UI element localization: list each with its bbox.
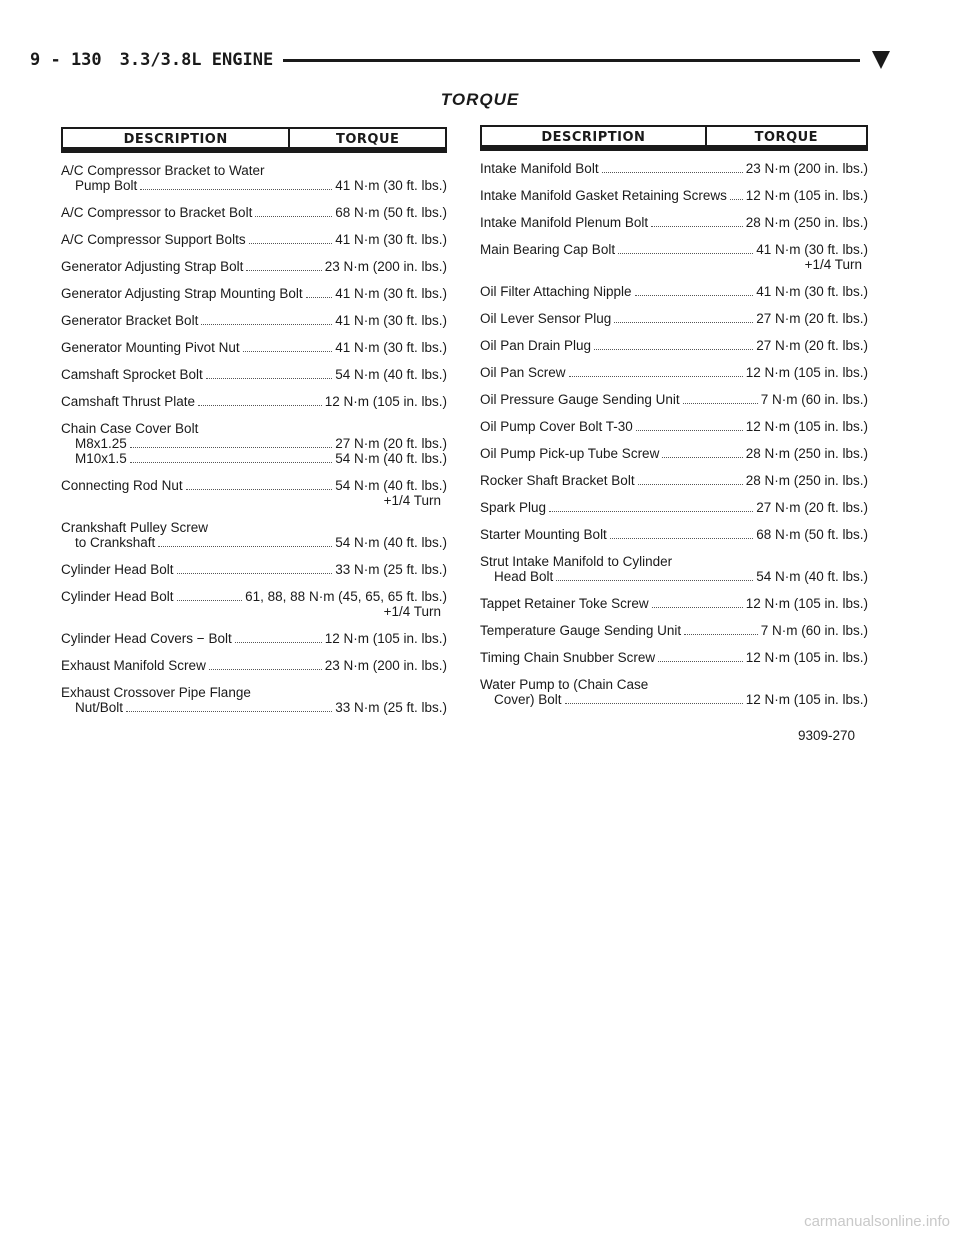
table-row bbox=[480, 554, 868, 584]
dot-leader bbox=[126, 711, 332, 712]
row-line bbox=[480, 311, 868, 326]
torque-extra: +1/4 Turn bbox=[383, 604, 441, 619]
torque-value: 27 N·m (20 ft. lbs.) bbox=[756, 500, 868, 515]
row-line bbox=[61, 685, 447, 700]
row-line bbox=[480, 527, 868, 542]
table-row bbox=[480, 311, 868, 326]
dot-leader bbox=[201, 324, 332, 325]
table-row bbox=[61, 205, 447, 220]
row-line bbox=[61, 163, 447, 178]
dot-leader bbox=[130, 462, 332, 463]
dot-leader bbox=[158, 546, 332, 547]
torque-value: 54 N·m (40 ft. lbs.) bbox=[335, 478, 447, 493]
torque-value: 68 N·m (50 ft. lbs.) bbox=[756, 527, 868, 542]
table-row bbox=[480, 527, 868, 542]
part-description: Intake Manifold Bolt bbox=[480, 161, 599, 176]
part-description: Timing Chain Snubber Screw bbox=[480, 650, 656, 665]
part-description: Pump Bolt bbox=[75, 178, 138, 193]
torque-value: 41 N·m (30 ft. lbs.) bbox=[335, 232, 447, 247]
page-number: 9 - 130 bbox=[30, 50, 102, 70]
row-line bbox=[61, 178, 447, 193]
torque-value: 54 N·m (40 ft. lbs.) bbox=[756, 569, 868, 584]
row-line bbox=[61, 451, 447, 466]
dot-leader bbox=[614, 322, 753, 323]
dot-leader bbox=[249, 243, 333, 244]
dot-leader bbox=[638, 484, 743, 485]
part-description: Oil Pressure Gauge Sending Unit bbox=[480, 392, 680, 407]
row-line bbox=[480, 188, 868, 203]
torque-value: 7 N·m (60 in. lbs.) bbox=[760, 392, 868, 407]
dot-leader bbox=[618, 253, 753, 254]
torque-value: 41 N·m (30 ft. lbs.) bbox=[756, 284, 868, 299]
row-line bbox=[61, 340, 447, 355]
dot-leader bbox=[635, 295, 754, 296]
row-line bbox=[61, 259, 447, 274]
torque-header: TORQUE bbox=[754, 129, 819, 145]
row-line bbox=[61, 313, 447, 328]
part-description: M10x1.5 bbox=[75, 451, 127, 466]
table-row bbox=[480, 596, 868, 611]
row-line bbox=[480, 446, 868, 461]
table-row bbox=[61, 163, 447, 193]
torque-value: 41 N·m (30 ft. lbs.) bbox=[335, 178, 447, 193]
table-row bbox=[480, 446, 868, 461]
table-row bbox=[61, 658, 447, 673]
table-row bbox=[480, 242, 868, 272]
part-description: Oil Filter Attaching Nipple bbox=[480, 284, 632, 299]
row-line bbox=[480, 161, 868, 176]
table-body bbox=[61, 163, 447, 715]
part-description: Oil Pan Screw bbox=[480, 365, 566, 380]
torque-value: 28 N·m (250 in. lbs.) bbox=[745, 446, 868, 461]
dot-leader bbox=[549, 511, 753, 512]
torque-value: 41 N·m (30 ft. lbs.) bbox=[756, 242, 868, 257]
table-header bbox=[480, 125, 868, 151]
part-description: Intake Manifold Gasket Retaining Screws bbox=[480, 188, 727, 203]
part-description: Oil Lever Sensor Plug bbox=[480, 311, 612, 326]
torque-value: 54 N·m (40 ft. lbs.) bbox=[335, 367, 447, 382]
torque-value: 12 N·m (105 in. lbs.) bbox=[745, 692, 868, 707]
table-row bbox=[480, 473, 868, 488]
part-description: Cylinder Head Bolt bbox=[61, 562, 174, 577]
torque-value: 27 N·m (20 ft. lbs.) bbox=[335, 436, 447, 451]
dot-leader bbox=[684, 634, 758, 635]
row-line bbox=[480, 569, 868, 584]
dot-leader bbox=[243, 351, 333, 352]
dot-leader bbox=[198, 405, 322, 406]
torque-value: 54 N·m (40 ft. lbs.) bbox=[335, 451, 447, 466]
torque-table-right bbox=[480, 125, 868, 719]
part-description: Temperature Gauge Sending Unit bbox=[480, 623, 682, 638]
part-description: Head Bolt bbox=[494, 569, 554, 584]
part-description: Generator Mounting Pivot Nut bbox=[61, 340, 240, 355]
dot-leader bbox=[246, 270, 321, 271]
description-header: DESCRIPTION bbox=[63, 129, 290, 151]
row-line bbox=[61, 520, 447, 535]
part-description: Nut/Bolt bbox=[75, 700, 124, 715]
row-line bbox=[480, 596, 868, 611]
row-line bbox=[61, 421, 447, 436]
row-line bbox=[480, 419, 868, 434]
engine-title: 3.3/3.8L ENGINE bbox=[119, 50, 274, 70]
part-description: A/C Compressor Support Bolts bbox=[61, 232, 246, 247]
row-line bbox=[480, 392, 868, 407]
dot-leader bbox=[683, 403, 758, 404]
row-line bbox=[480, 677, 868, 692]
torque-value: 27 N·m (20 ft. lbs.) bbox=[756, 338, 868, 353]
part-description: Intake Manifold Plenum Bolt bbox=[480, 215, 649, 230]
torque-value: 12 N·m (105 in. lbs.) bbox=[745, 596, 868, 611]
row-line bbox=[61, 658, 447, 673]
part-description: Oil Pump Cover Bolt T-30 bbox=[480, 419, 633, 434]
part-description: Connecting Rod Nut bbox=[61, 478, 183, 493]
row-line bbox=[61, 394, 447, 409]
row-line bbox=[480, 692, 868, 707]
row-line bbox=[480, 650, 868, 665]
dot-leader bbox=[235, 642, 322, 643]
section-title: TORQUE bbox=[440, 90, 520, 109]
table-row bbox=[480, 419, 868, 434]
dot-leader bbox=[730, 199, 743, 200]
table-row bbox=[61, 421, 447, 466]
row-line bbox=[480, 554, 868, 569]
torque-value: 7 N·m (60 in. lbs.) bbox=[760, 623, 868, 638]
torque-header: TORQUE bbox=[335, 131, 400, 147]
table-row bbox=[61, 313, 447, 328]
dot-leader bbox=[610, 538, 753, 539]
torque-value: 28 N·m (250 in. lbs.) bbox=[745, 215, 868, 230]
torque-value: 12 N·m (105 in. lbs.) bbox=[324, 631, 447, 646]
dot-leader bbox=[556, 580, 753, 581]
row-line bbox=[480, 284, 868, 299]
description-header: DESCRIPTION bbox=[482, 127, 707, 149]
table-row bbox=[61, 562, 447, 577]
dot-leader bbox=[140, 189, 332, 190]
row-line bbox=[480, 623, 868, 638]
row-line bbox=[61, 700, 447, 715]
table-row bbox=[480, 392, 868, 407]
torque-value: 23 N·m (200 in. lbs.) bbox=[745, 161, 868, 176]
part-description: Cylinder Head Covers − Bolt bbox=[61, 631, 232, 646]
dot-leader bbox=[177, 573, 333, 574]
torque-value: 12 N·m (105 in. lbs.) bbox=[745, 365, 868, 380]
part-description: Cylinder Head Bolt bbox=[61, 589, 174, 604]
table-row bbox=[480, 365, 868, 380]
torque-value: 28 N·m (250 in. lbs.) bbox=[745, 473, 868, 488]
part-description: Cover) Bolt bbox=[494, 692, 562, 707]
part-description: Water Pump to (Chain Case bbox=[480, 677, 649, 692]
dot-leader bbox=[306, 297, 333, 298]
table-row bbox=[480, 284, 868, 299]
row-line bbox=[61, 589, 447, 604]
row-line bbox=[480, 215, 868, 230]
table-row bbox=[61, 286, 447, 301]
table-row bbox=[61, 259, 447, 274]
part-description: to Crankshaft bbox=[75, 535, 156, 550]
torque-value: 41 N·m (30 ft. lbs.) bbox=[335, 313, 447, 328]
table-row bbox=[480, 650, 868, 665]
torque-value: 61, 88, 88 N·m (45, 65, 65 ft. lbs.) bbox=[245, 589, 447, 604]
dot-leader bbox=[177, 600, 243, 601]
part-description: Tappet Retainer Toke Screw bbox=[480, 596, 649, 611]
header-rule bbox=[283, 59, 860, 62]
dot-leader bbox=[130, 447, 332, 448]
table-row bbox=[61, 631, 447, 646]
table-row bbox=[61, 367, 447, 382]
dot-leader bbox=[186, 489, 333, 490]
torque-value: 12 N·m (105 in. lbs.) bbox=[745, 419, 868, 434]
part-description: Starter Mounting Bolt bbox=[480, 527, 607, 542]
row-line bbox=[480, 338, 868, 353]
table-row bbox=[61, 589, 447, 619]
torque-value: 12 N·m (105 in. lbs.) bbox=[745, 188, 868, 203]
torque-value: 12 N·m (105 in. lbs.) bbox=[745, 650, 868, 665]
part-description: M8x1.25 bbox=[75, 436, 127, 451]
row-line bbox=[480, 242, 868, 257]
torque-value: 23 N·m (200 in. lbs.) bbox=[324, 259, 447, 274]
dot-leader bbox=[206, 378, 332, 379]
row-line bbox=[61, 535, 447, 550]
table-row bbox=[480, 500, 868, 515]
torque-value: 33 N·m (25 ft. lbs.) bbox=[335, 700, 447, 715]
dot-leader bbox=[636, 430, 743, 431]
part-description: Camshaft Sprocket Bolt bbox=[61, 367, 203, 382]
table-row bbox=[480, 161, 868, 176]
table-row bbox=[480, 623, 868, 638]
row-line bbox=[61, 205, 447, 220]
figure-number: 9309-270 bbox=[798, 728, 856, 743]
torque-value: 33 N·m (25 ft. lbs.) bbox=[335, 562, 447, 577]
part-description: Generator Adjusting Strap Bolt bbox=[61, 259, 244, 274]
torque-value: 12 N·m (105 in. lbs.) bbox=[324, 394, 447, 409]
part-description: Camshaft Thrust Plate bbox=[61, 394, 196, 409]
dot-leader bbox=[565, 703, 743, 704]
triangle-down-icon bbox=[872, 51, 890, 69]
part-description: Exhaust Manifold Screw bbox=[61, 658, 206, 673]
table-body bbox=[480, 161, 868, 707]
part-description: Generator Adjusting Strap Mounting Bolt bbox=[61, 286, 303, 301]
row-line bbox=[480, 473, 868, 488]
part-description: Exhaust Crossover Pipe Flange bbox=[61, 685, 251, 700]
torque-value: 41 N·m (30 ft. lbs.) bbox=[335, 340, 447, 355]
watermark: carmanualsonline.info bbox=[804, 1213, 950, 1230]
dot-leader bbox=[651, 226, 743, 227]
torque-table-left bbox=[61, 127, 447, 727]
part-description: A/C Compressor to Bracket Bolt bbox=[61, 205, 253, 220]
part-description: Rocker Shaft Bracket Bolt bbox=[480, 473, 635, 488]
part-description: Oil Pump Pick-up Tube Screw bbox=[480, 446, 660, 461]
dot-leader bbox=[662, 457, 742, 458]
row-line bbox=[61, 436, 447, 451]
torque-value: 27 N·m (20 ft. lbs.) bbox=[756, 311, 868, 326]
row-line bbox=[61, 478, 447, 493]
part-description: Main Bearing Cap Bolt bbox=[480, 242, 616, 257]
table-row bbox=[480, 188, 868, 203]
table-row bbox=[61, 394, 447, 409]
torque-value: 23 N·m (200 in. lbs.) bbox=[324, 658, 447, 673]
torque-extra: +1/4 Turn bbox=[804, 257, 862, 272]
table-row bbox=[480, 677, 868, 707]
part-description: Oil Pan Drain Plug bbox=[480, 338, 592, 353]
row-line bbox=[61, 562, 447, 577]
table-row bbox=[61, 478, 447, 508]
table-row bbox=[61, 232, 447, 247]
part-description: Crankshaft Pulley Screw bbox=[61, 520, 209, 535]
page-header bbox=[30, 46, 890, 74]
torque-value: 41 N·m (30 ft. lbs.) bbox=[335, 286, 447, 301]
row-line bbox=[480, 500, 868, 515]
dot-leader bbox=[602, 172, 743, 173]
torque-extra: +1/4 Turn bbox=[383, 493, 441, 508]
dot-leader bbox=[209, 669, 322, 670]
table-row bbox=[61, 340, 447, 355]
row-line bbox=[61, 286, 447, 301]
row-line bbox=[480, 365, 868, 380]
table-row bbox=[480, 215, 868, 230]
part-description: A/C Compressor Bracket to Water bbox=[61, 163, 265, 178]
part-description: Spark Plug bbox=[480, 500, 547, 515]
dot-leader bbox=[569, 376, 743, 377]
part-description: Generator Bracket Bolt bbox=[61, 313, 199, 328]
row-line bbox=[61, 367, 447, 382]
dot-leader bbox=[255, 216, 332, 217]
part-description: Strut Intake Manifold to Cylinder bbox=[480, 554, 673, 569]
row-line bbox=[61, 631, 447, 646]
table-row bbox=[480, 338, 868, 353]
dot-leader bbox=[594, 349, 753, 350]
row-line bbox=[61, 232, 447, 247]
table-header bbox=[61, 127, 447, 153]
table-row bbox=[61, 685, 447, 715]
torque-value: 68 N·m (50 ft. lbs.) bbox=[335, 205, 447, 220]
dot-leader bbox=[658, 661, 743, 662]
dot-leader bbox=[652, 607, 743, 608]
part-description: Chain Case Cover Bolt bbox=[61, 421, 199, 436]
table-row bbox=[61, 520, 447, 550]
torque-value: 54 N·m (40 ft. lbs.) bbox=[335, 535, 447, 550]
